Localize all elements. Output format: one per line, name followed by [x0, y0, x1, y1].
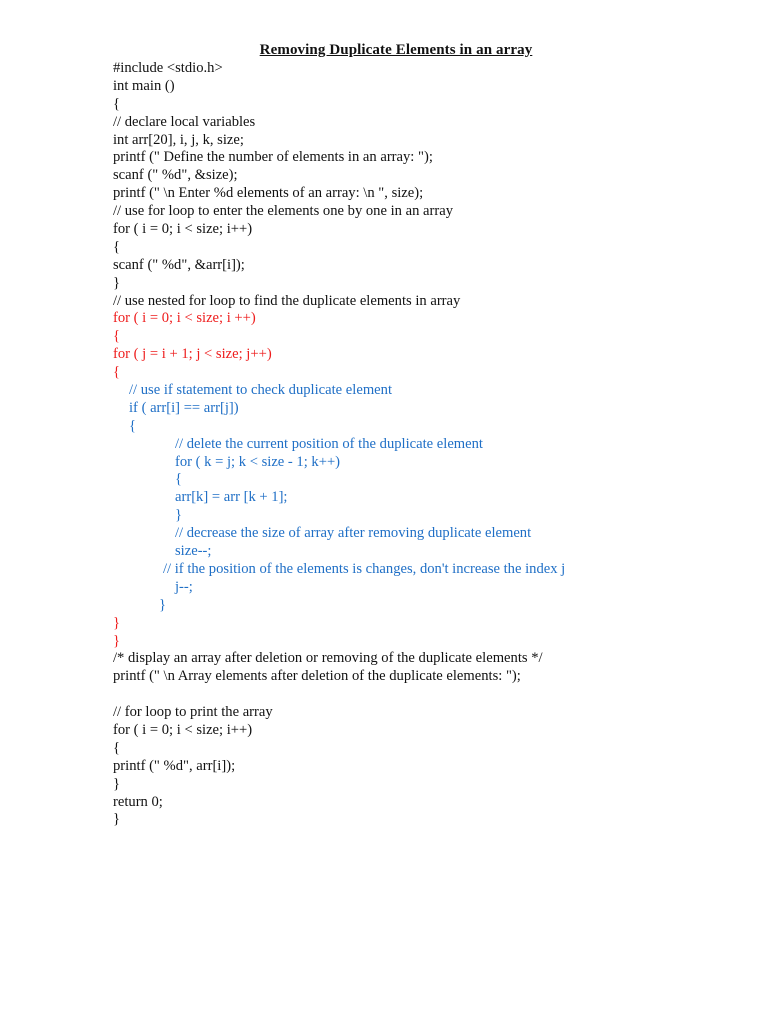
code-line: return 0;: [113, 793, 163, 810]
code-line: }: [113, 775, 121, 792]
code-line: #include <stdio.h>: [113, 60, 223, 76]
code-line: /* display an array after deletion or removing of the duplicate elements */: [113, 650, 543, 667]
code-line: j--;: [175, 578, 193, 595]
code-line: int arr[20], i, j, k, size;: [113, 131, 244, 148]
code-line: for ( i = 0; i < size; i++): [113, 221, 253, 238]
code-block: [113, 60, 753, 829]
code-line: }: [113, 632, 121, 649]
code-line: for ( i = 0; i < size; i++): [113, 721, 253, 738]
code-line: {: [113, 95, 121, 112]
code-line: // for loop to print the array: [113, 704, 273, 721]
code-line: for ( k = j; k < size - 1; k++): [175, 453, 341, 470]
code-line: arr[k] = arr [k + 1];: [175, 489, 288, 506]
code-line: printf (" \n Array elements after deletion of the duplicate elements: ");: [113, 668, 521, 685]
code-line: {: [113, 328, 121, 345]
code-line: {: [113, 364, 121, 381]
code-line: // declare local variables: [113, 113, 256, 130]
code-line: {: [113, 739, 121, 756]
code-line: for ( j = i + 1; j < size; j++): [113, 346, 272, 363]
code-line: [113, 686, 753, 704]
code-line: size--;: [175, 543, 212, 560]
code-line: {: [175, 471, 183, 488]
code-line: // use if statement to check duplicate element: [129, 382, 392, 399]
code-line: }: [159, 596, 167, 613]
code-line: }: [113, 811, 121, 828]
code-line: // decrease the size of array after removing duplicate element: [175, 525, 532, 542]
code-line: scanf (" %d", &arr[i]);: [113, 256, 245, 273]
code-line: printf (" %d", arr[i]);: [113, 757, 236, 774]
document-title: Removing Duplicate Elements in an array: [259, 42, 533, 58]
code-line: for ( i = 0; i < size; i ++): [113, 310, 256, 327]
code-line: int main (): [113, 77, 175, 94]
code-line: {: [113, 238, 121, 255]
code-line: printf (" \n Enter %d elements of an array: \n ", size);: [113, 185, 424, 202]
code-line: if ( arr[i] == arr[j]): [129, 399, 239, 416]
code-line: }: [113, 614, 121, 631]
code-line: }: [175, 507, 183, 524]
code-line: printf (" Define the number of elements in an array: ");: [113, 149, 433, 166]
code-line: // if the position of the elements is changes, don't increase the index j: [163, 560, 566, 577]
code-line: // use nested for loop to find the duplicate elements in array: [113, 292, 461, 309]
code-line: }: [113, 274, 121, 291]
code-line: // use for loop to enter the elements one by one in an array: [113, 203, 454, 220]
code-line: {: [129, 417, 137, 434]
code-line: // delete the current position of the duplicate element: [175, 435, 483, 452]
code-line: scanf (" %d", &size);: [113, 167, 238, 184]
